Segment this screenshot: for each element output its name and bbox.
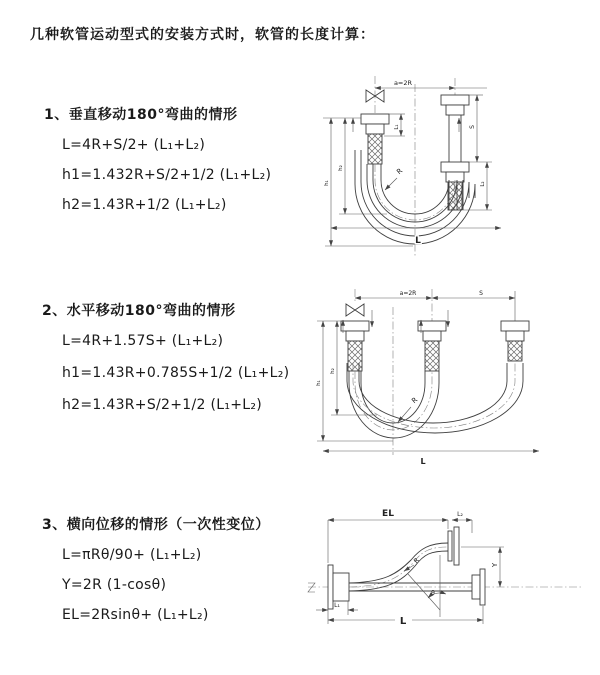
dim-label-h1: h₁ — [316, 380, 322, 386]
formula-line: h1=1.432R+S/2+1/2 (L₁+L₂) — [62, 167, 272, 183]
dim-label-s: S — [479, 290, 483, 297]
dim-label-h2: h₂ — [338, 165, 344, 171]
dimension-l — [331, 228, 501, 246]
dim-label-theta: θ — [431, 590, 435, 597]
dimension-a2r — [355, 290, 432, 298]
displaced-end-flange — [448, 527, 459, 565]
dim-label-l: L — [420, 457, 426, 466]
dimension-el — [328, 509, 448, 566]
left-pipe-flange — [361, 114, 389, 164]
lateral-displacement-diagram — [300, 503, 590, 667]
dim-label-y: Y — [491, 562, 499, 568]
section-heading: 3、横向位移的情形（一次性变位） — [42, 517, 270, 533]
hose-s-curve — [349, 543, 448, 591]
dim-label-l1: L₁ — [334, 602, 340, 609]
formula-line: h2=1.43R+S/2+1/2 (L₁+L₂) — [62, 397, 263, 413]
formula-line: L=4R+1.57S+ (L₁+L₂) — [62, 333, 224, 349]
dim-label-h1: h₁ — [324, 180, 330, 186]
dimension-l — [328, 606, 483, 627]
radius-callout — [385, 167, 404, 190]
dim-label-l: L — [415, 236, 421, 246]
dim-label-el: EL — [382, 509, 394, 519]
dim-label-l2: L₂ — [480, 181, 486, 187]
formula-line: L=πRθ/90+ (L₁+L₂) — [62, 547, 202, 563]
dim-label-a2r: a=2R — [399, 290, 417, 297]
vertical-bend-diagram — [315, 70, 540, 269]
section-heading: 1、垂直移动180°弯曲的情形 — [44, 107, 238, 123]
dim-label-s: S — [469, 125, 476, 129]
dimension-l1 — [316, 601, 358, 624]
dimension-a2r — [375, 79, 487, 88]
dim-label-r: R — [395, 166, 405, 177]
dim-label-h2: h₂ — [330, 368, 336, 374]
dim-label-r: R — [412, 556, 422, 566]
dim-label-l2: L₂ — [457, 511, 463, 518]
dim-label-r: R — [410, 395, 420, 406]
horizontal-bend-diagram — [313, 283, 563, 477]
dim-label-l1: L₁ — [394, 124, 400, 130]
formula-line: Y=2R (1-cosθ) — [62, 577, 167, 593]
dim-label-l: L — [399, 616, 407, 627]
formula-line: L=4R+S/2+ (L₁+L₂) — [62, 137, 206, 153]
formula-line: EL=2Rsinθ+ (L₁+L₂) — [62, 607, 209, 623]
formula-line: h2=1.43R+1/2 (L₁+L₂) — [62, 197, 227, 213]
valve-icon — [346, 304, 364, 316]
section-heading: 2、水平移动180°弯曲的情形 — [42, 303, 236, 319]
right-pipe-flange — [501, 321, 529, 361]
dimension-s — [432, 290, 515, 321]
left-pipe-flange — [341, 321, 369, 371]
dim-label-a2r: a=2R — [393, 79, 413, 87]
middle-pipe-flange — [418, 321, 446, 371]
hose-u-curves — [347, 363, 523, 438]
radius-callout — [404, 555, 440, 617]
page-title: 几种软管运动型式的安装方式时，软管的长度计算： — [30, 27, 375, 43]
dimension-s — [463, 95, 492, 210]
dimension-l — [323, 451, 539, 466]
formula-line: h1=1.43R+0.785S+1/2 (L₁+L₂) — [62, 365, 290, 381]
